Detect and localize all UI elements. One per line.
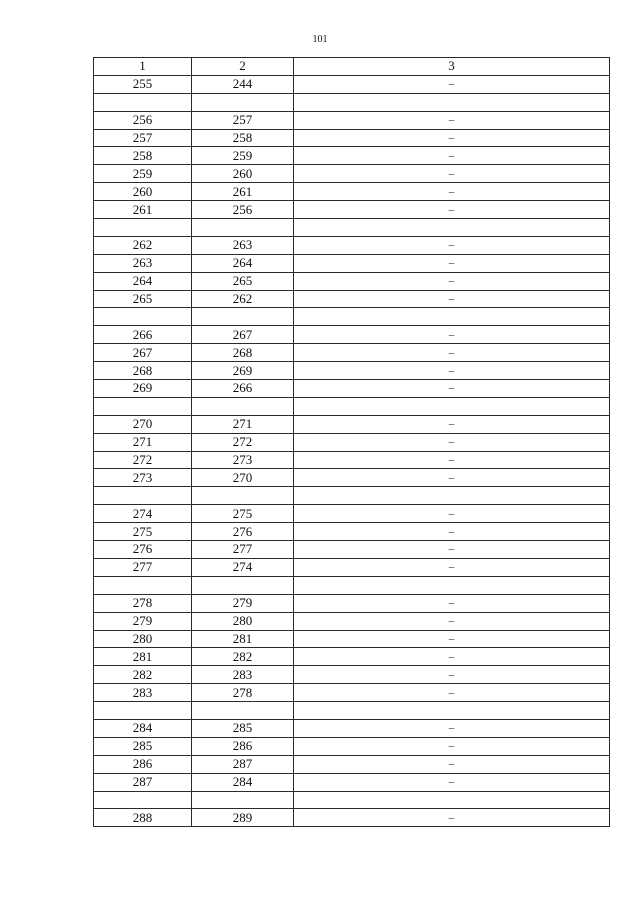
table-cell-col-3: –	[294, 666, 610, 684]
table-row	[94, 684, 610, 702]
table-row	[94, 505, 610, 523]
table-row	[94, 755, 610, 773]
table-row	[94, 272, 610, 290]
table-header-row	[94, 58, 610, 76]
table-cell-col-2: 278	[192, 684, 294, 702]
table-cell-col-1: 276	[94, 541, 192, 559]
table-cell-col-3	[294, 308, 610, 326]
table-row	[94, 326, 610, 344]
table-cell-col-3: –	[294, 558, 610, 576]
table-cell-col-1: 280	[94, 630, 192, 648]
table-cell-col-2	[192, 308, 294, 326]
column-header-1: 1	[94, 58, 192, 76]
table-row	[94, 648, 610, 666]
table-cell-col-1	[94, 93, 192, 111]
table-cell-col-3	[294, 93, 610, 111]
table-row	[94, 201, 610, 219]
table-cell-col-3: –	[294, 129, 610, 147]
table-cell-col-1: 263	[94, 254, 192, 272]
table-row	[94, 219, 610, 237]
table-cell-col-1: 279	[94, 612, 192, 630]
table-row	[94, 129, 610, 147]
table-row	[94, 719, 610, 737]
table-cell-col-3: –	[294, 451, 610, 469]
table-cell-col-2: 273	[192, 451, 294, 469]
table-cell-col-1: 273	[94, 469, 192, 487]
table-cell-col-3: –	[294, 469, 610, 487]
table-cell-col-1: 271	[94, 433, 192, 451]
table-cell-col-3: –	[294, 344, 610, 362]
table-row	[94, 308, 610, 326]
table-row	[94, 791, 610, 809]
table-cell-col-2: 270	[192, 469, 294, 487]
table-cell-col-1	[94, 308, 192, 326]
table-cell-col-2	[192, 93, 294, 111]
table-cell-col-3: –	[294, 183, 610, 201]
table-cell-col-2: 257	[192, 111, 294, 129]
table-row	[94, 666, 610, 684]
table-cell-col-1: 277	[94, 558, 192, 576]
table-cell-col-3: –	[294, 612, 610, 630]
table-cell-col-3: –	[294, 165, 610, 183]
table-cell-col-2: 268	[192, 344, 294, 362]
table-cell-col-3: –	[294, 541, 610, 559]
table-cell-col-1: 272	[94, 451, 192, 469]
table-cell-col-1: 264	[94, 272, 192, 290]
table-row	[94, 236, 610, 254]
table-cell-col-2: 283	[192, 666, 294, 684]
table-cell-col-3: –	[294, 254, 610, 272]
table-cell-col-2: 280	[192, 612, 294, 630]
table-cell-col-1: 287	[94, 773, 192, 791]
table-row	[94, 451, 610, 469]
table-cell-col-1: 261	[94, 201, 192, 219]
table-cell-col-3: –	[294, 362, 610, 380]
table-cell-col-1: 286	[94, 755, 192, 773]
table-cell-col-3	[294, 791, 610, 809]
table-cell-col-2: 256	[192, 201, 294, 219]
table-cell-col-1: 288	[94, 809, 192, 827]
table-cell-col-1: 284	[94, 719, 192, 737]
table-cell-col-2: 275	[192, 505, 294, 523]
table-cell-col-1: 265	[94, 290, 192, 308]
table-cell-col-1	[94, 487, 192, 505]
table-cell-col-2: 287	[192, 755, 294, 773]
table-cell-col-1: 260	[94, 183, 192, 201]
table-cell-col-2: 274	[192, 558, 294, 576]
table-cell-col-1	[94, 397, 192, 415]
table-cell-col-2	[192, 487, 294, 505]
table-cell-col-1: 266	[94, 326, 192, 344]
table-cell-col-2: 267	[192, 326, 294, 344]
table-row	[94, 362, 610, 380]
table-row	[94, 344, 610, 362]
table-cell-col-3: –	[294, 201, 610, 219]
table-cell-col-3	[294, 487, 610, 505]
table-row	[94, 594, 610, 612]
table-cell-col-3	[294, 397, 610, 415]
table-cell-col-1: 258	[94, 147, 192, 165]
table-cell-col-1: 257	[94, 129, 192, 147]
table-row	[94, 397, 610, 415]
table-row	[94, 809, 610, 827]
table-row	[94, 183, 610, 201]
table-cell-col-1: 282	[94, 666, 192, 684]
table-cell-col-2: 281	[192, 630, 294, 648]
table-cell-col-3: –	[294, 272, 610, 290]
table-row	[94, 93, 610, 111]
table-cell-col-3: –	[294, 415, 610, 433]
table-cell-col-2: 264	[192, 254, 294, 272]
table-cell-col-2: 262	[192, 290, 294, 308]
table-cell-col-2: 263	[192, 236, 294, 254]
table-cell-col-2: 266	[192, 380, 294, 398]
table-cell-col-2: 269	[192, 362, 294, 380]
table-cell-col-1: 267	[94, 344, 192, 362]
table-cell-col-3: –	[294, 111, 610, 129]
table-cell-col-2: 271	[192, 415, 294, 433]
table-cell-col-1: 255	[94, 75, 192, 93]
table-cell-col-2: 279	[192, 594, 294, 612]
table-cell-col-2: 261	[192, 183, 294, 201]
table-cell-col-2: 277	[192, 541, 294, 559]
table-cell-col-3: –	[294, 433, 610, 451]
table-cell-col-2: 259	[192, 147, 294, 165]
table-row	[94, 75, 610, 93]
table-cell-col-1: 268	[94, 362, 192, 380]
table-cell-col-3: –	[294, 648, 610, 666]
table-cell-col-1: 262	[94, 236, 192, 254]
table-cell-col-1: 256	[94, 111, 192, 129]
table-row	[94, 612, 610, 630]
table-cell-col-2	[192, 791, 294, 809]
table-row	[94, 433, 610, 451]
table-cell-col-1: 281	[94, 648, 192, 666]
table-row	[94, 111, 610, 129]
table-cell-col-2	[192, 702, 294, 720]
table-cell-col-3	[294, 702, 610, 720]
table-cell-col-2	[192, 397, 294, 415]
table-row	[94, 523, 610, 541]
table-cell-col-1: 275	[94, 523, 192, 541]
table-cell-col-3	[294, 219, 610, 237]
table-row	[94, 773, 610, 791]
table-cell-col-3: –	[294, 755, 610, 773]
table-cell-col-3: –	[294, 290, 610, 308]
table-cell-col-3: –	[294, 236, 610, 254]
table-cell-col-1	[94, 219, 192, 237]
table-cell-col-2: 258	[192, 129, 294, 147]
table-row	[94, 290, 610, 308]
table-cell-col-2	[192, 219, 294, 237]
table-cell-col-2: 289	[192, 809, 294, 827]
table-cell-col-3: –	[294, 523, 610, 541]
table-cell-col-2: 265	[192, 272, 294, 290]
page-number: 101	[312, 34, 328, 45]
table-row	[94, 147, 610, 165]
table-cell-col-3: –	[294, 380, 610, 398]
table-cell-col-3: –	[294, 147, 610, 165]
table-cell-col-3: –	[294, 737, 610, 755]
table-row	[94, 541, 610, 559]
table-cell-col-2: 272	[192, 433, 294, 451]
table-cell-col-1: 259	[94, 165, 192, 183]
table-cell-col-3: –	[294, 326, 610, 344]
table-cell-col-1	[94, 576, 192, 594]
table-cell-col-1: 274	[94, 505, 192, 523]
table-row	[94, 558, 610, 576]
table-row	[94, 487, 610, 505]
table-cell-col-1: 270	[94, 415, 192, 433]
table-row	[94, 165, 610, 183]
table-cell-col-3: –	[294, 594, 610, 612]
table-body	[94, 75, 610, 826]
table-cell-col-2: 276	[192, 523, 294, 541]
table-row	[94, 630, 610, 648]
table-cell-col-2: 244	[192, 75, 294, 93]
table-cell-col-1	[94, 702, 192, 720]
table-cell-col-2: 260	[192, 165, 294, 183]
table-cell-col-3: –	[294, 75, 610, 93]
table-cell-col-3: –	[294, 630, 610, 648]
table-cell-col-1: 285	[94, 737, 192, 755]
table-cell-col-2: 285	[192, 719, 294, 737]
table-cell-col-2: 284	[192, 773, 294, 791]
table-row	[94, 415, 610, 433]
table-cell-col-2: 282	[192, 648, 294, 666]
table-row	[94, 576, 610, 594]
table-cell-col-3: –	[294, 719, 610, 737]
table-cell-col-1: 278	[94, 594, 192, 612]
table-row	[94, 254, 610, 272]
table-row	[94, 380, 610, 398]
table-cell-col-1: 269	[94, 380, 192, 398]
data-table	[93, 57, 610, 827]
table-cell-col-3: –	[294, 809, 610, 827]
table-cell-col-1: 283	[94, 684, 192, 702]
table-cell-col-3: –	[294, 505, 610, 523]
table-row	[94, 702, 610, 720]
table-cell-col-1	[94, 791, 192, 809]
table-cell-col-2: 286	[192, 737, 294, 755]
table-row	[94, 469, 610, 487]
table-cell-col-3: –	[294, 684, 610, 702]
table-row	[94, 737, 610, 755]
table-cell-col-3	[294, 576, 610, 594]
column-header-3: 3	[294, 58, 610, 76]
column-header-2: 2	[192, 58, 294, 76]
table-cell-col-3: –	[294, 773, 610, 791]
table-cell-col-2	[192, 576, 294, 594]
